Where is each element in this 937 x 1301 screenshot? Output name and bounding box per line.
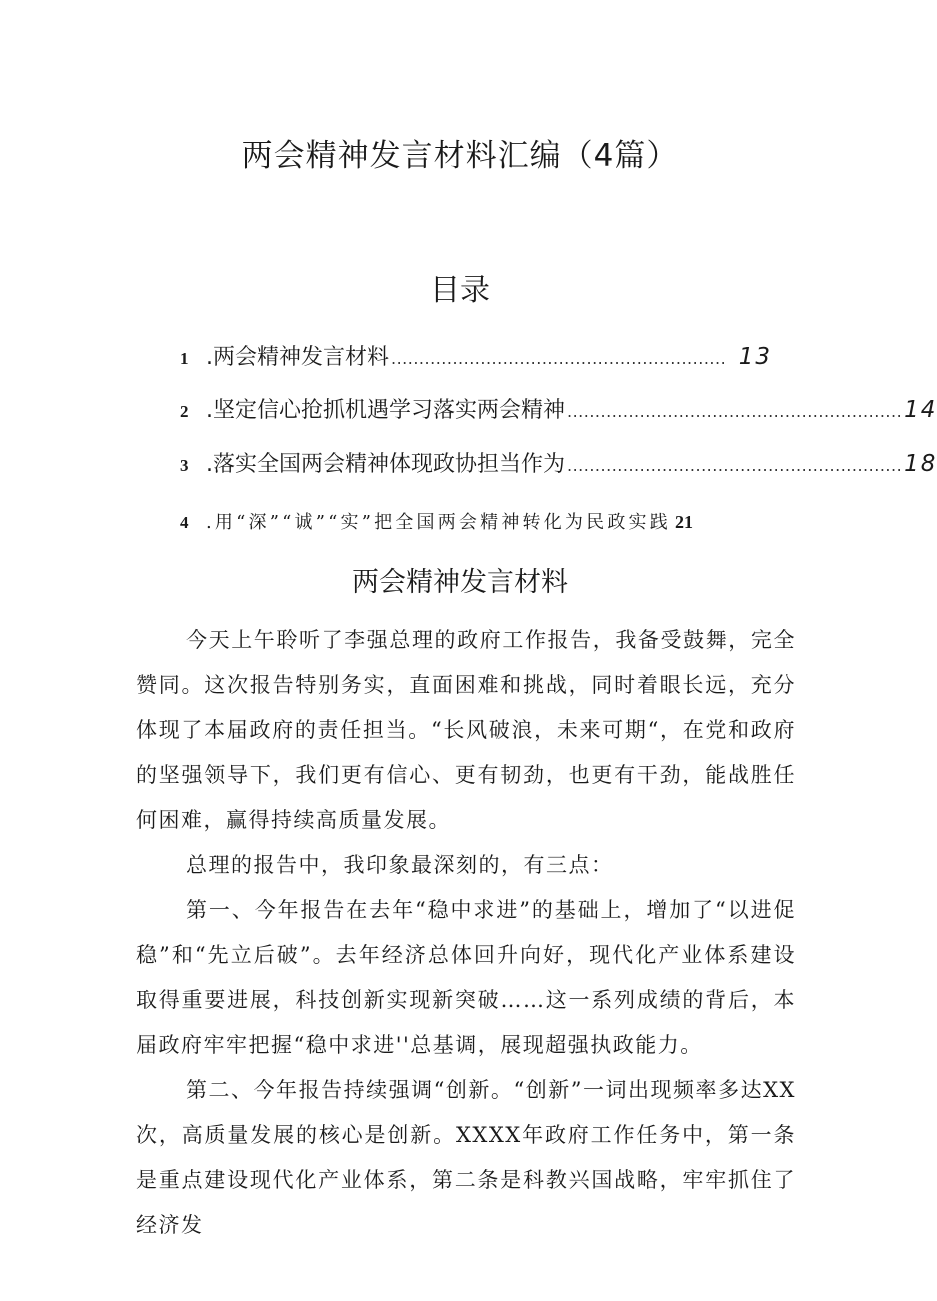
toc-entry-title: .坚定信心抢抓机遇学习落实两会精神 [206,398,565,423]
document-title: 两会精神发言材料汇编（4篇） [241,138,679,174]
toc-entry-2[interactable] [180,393,937,427]
toc-entry-number: 3 [180,456,189,475]
toc-entry-number: 1 [180,349,189,368]
toc-entry-number: 4 [180,513,189,532]
section-title: 两会精神发言材料 [352,567,568,598]
toc-entry-page: 13 [738,344,772,370]
toc-heading: 目录 [430,273,490,308]
toc-entry-page: 14 [904,397,937,423]
toc-entry-title: .两会精神发言材料 [206,345,389,370]
paragraph: 总理的报告中，我印象最深刻的，有三点： [186,853,614,877]
toc-entry-page: 21 [674,512,693,532]
toc-entry-number: 2 [180,402,189,421]
toc-dot-leader: ............................................................ [391,349,727,368]
toc-entry-page: 18 [904,451,937,477]
toc-entry-1[interactable] [180,340,772,374]
paragraph: 第二、今年报告持续强调“创新。“创新”一词出现频率多达XX次，高质量发展的核心是创新。XXXX年政府工作任务中，第一条是重点建设现代化产业体系，第二条是科教兴国战略，牢牢抓住了经济发 [136,1078,796,1237]
toc-entry-title: .落实全国两会精神体现政协担当作为 [206,452,565,477]
toc-dot-leader: ............................................................ [567,402,903,421]
paragraph: 第一、今年报告在去年“稳中求进”的基础上，增加了“以进促稳”和“先立后破”。去年经济总体回升向好，现代化产业体系建设取得重要进展，科技创新实现新突破……这一系列成绩的背后，本届政府牢牢把握“稳中求进''总基调，展现超强执政能力。 [136,898,796,1057]
paragraph: 今天上午聆听了李强总理的政府工作报告，我备受鼓舞，完全赞同。这次报告特别务实，直面困难和挑战，同时着眼长远，充分体现了本届政府的责任担当。“长风破浪，未来可期“，在党和政府的坚强领导下，我们更有信心、更有韧劲，也更有干劲，能战胜任何困难，赢得持续高质量发展。 [136,628,796,832]
toc-entry-title: .用“深”“诚”“实”把全国两会精神转化为民政实践 [206,512,671,533]
toc-entry-3[interactable] [180,447,937,481]
toc-entry-4[interactable] [180,508,780,534]
toc-dot-leader: ............................................................ [567,456,903,475]
body-text [136,618,796,1248]
